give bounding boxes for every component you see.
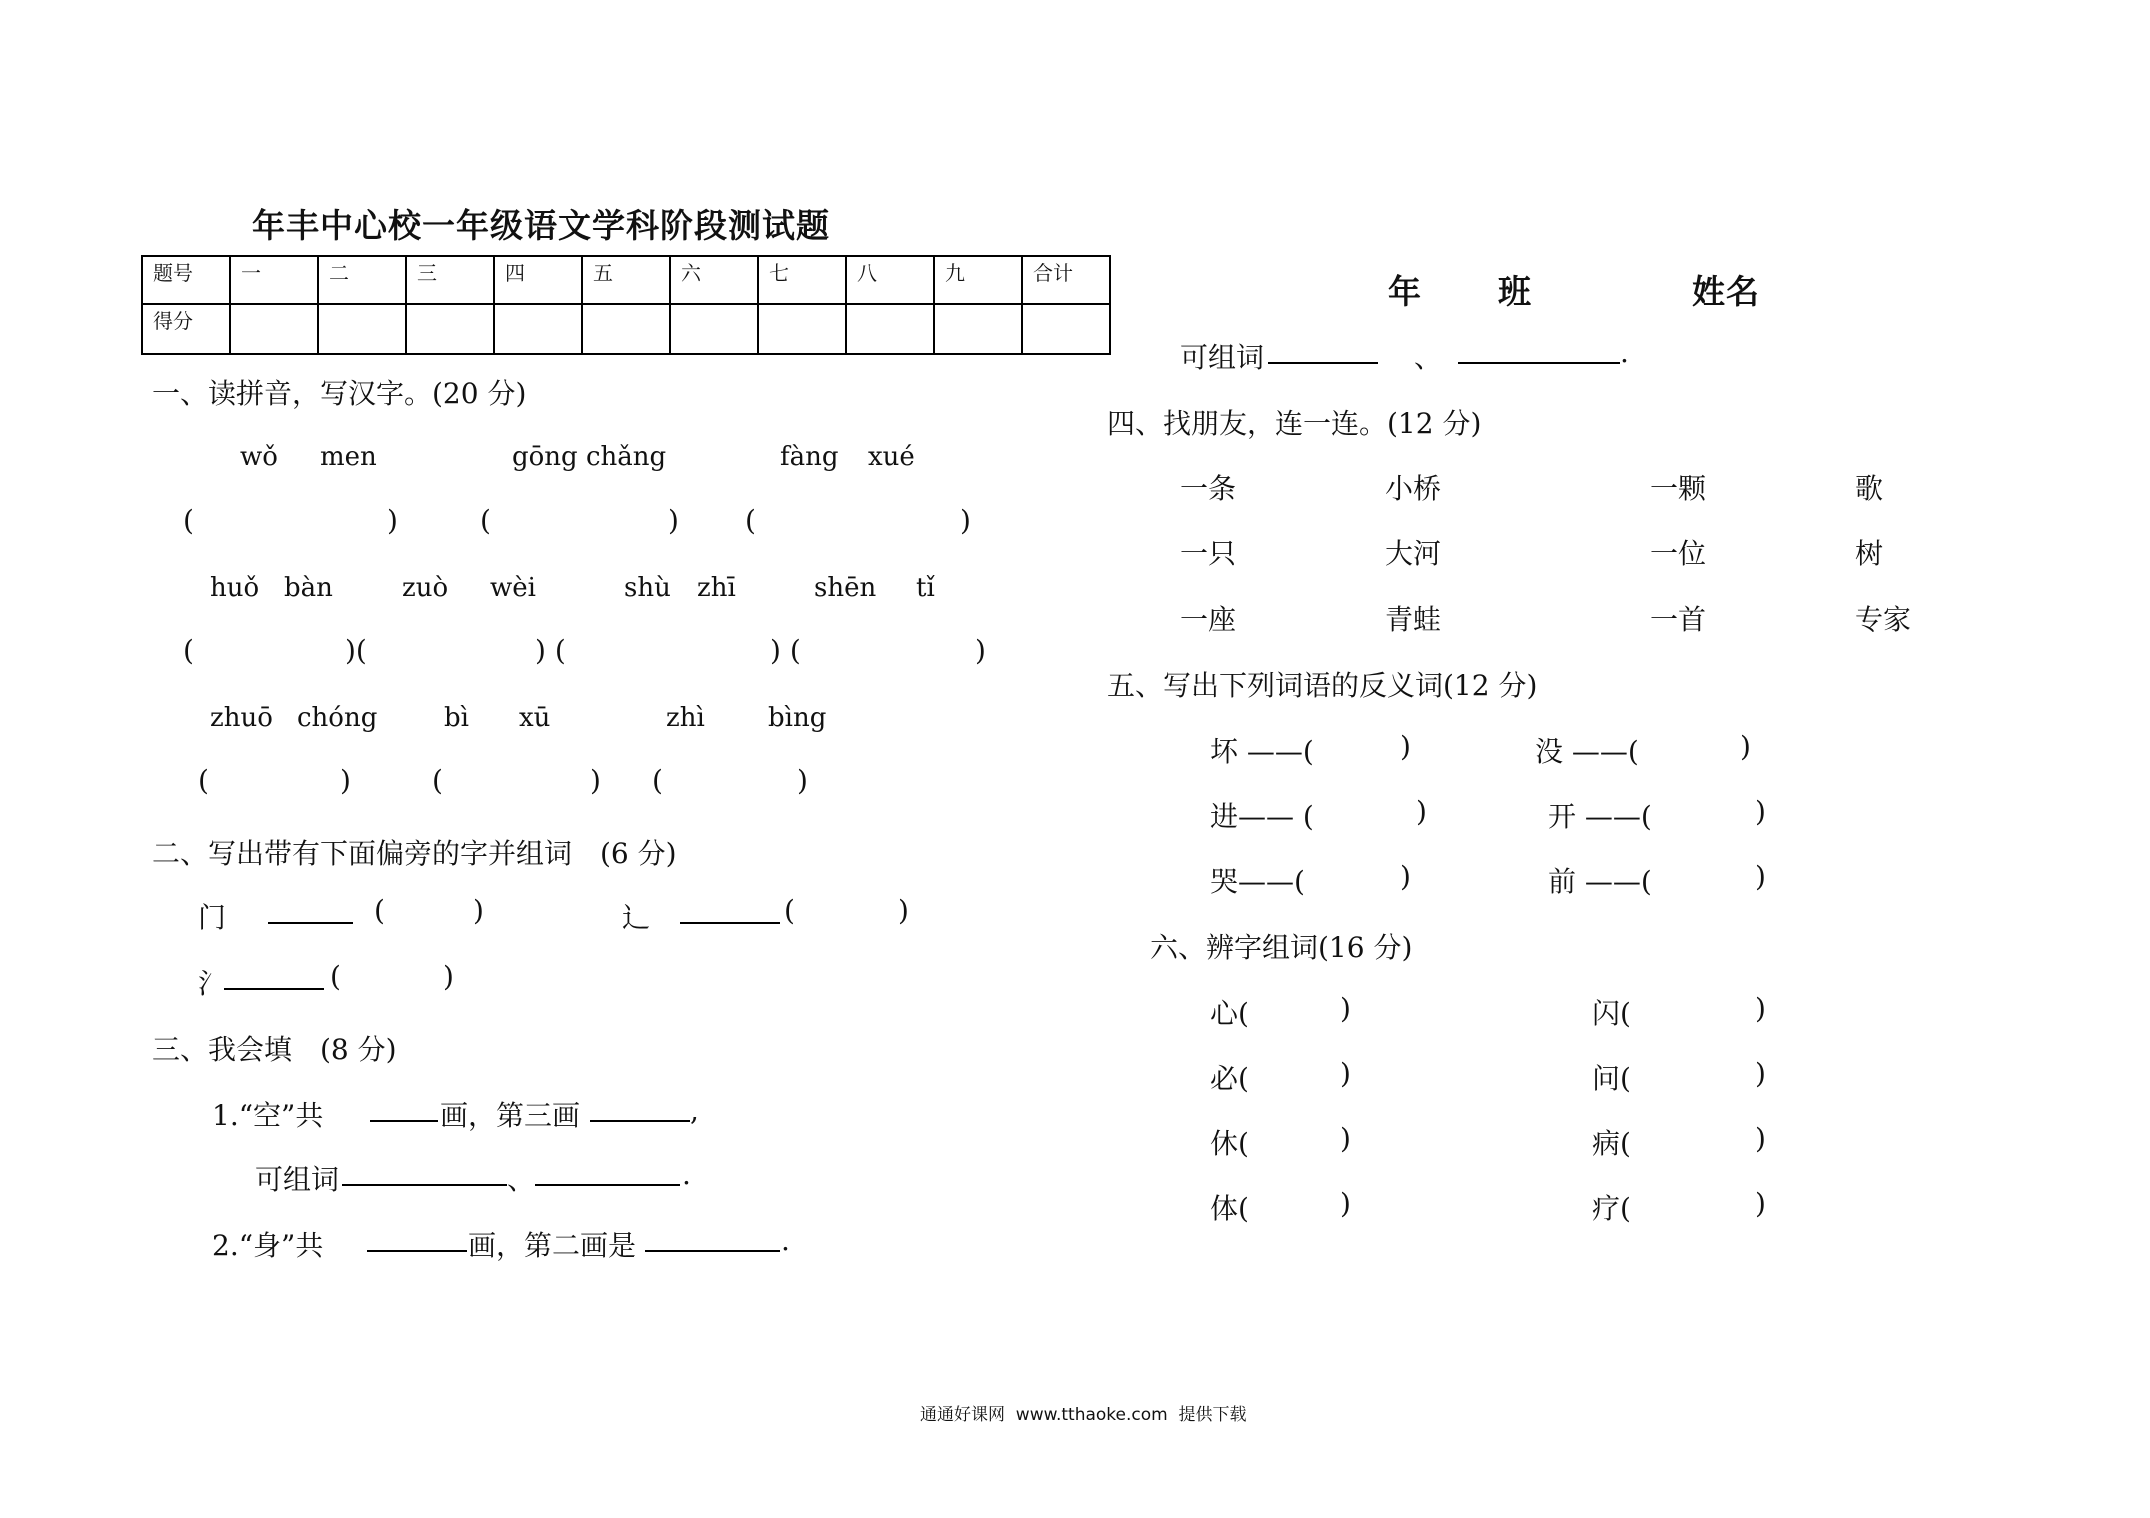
answer-blank[interactable]	[1340, 730, 1396, 766]
answer-blank[interactable]	[449, 766, 584, 802]
footer-text: 通通好课网 www.tthaoke.com 提供下载	[920, 1405, 1247, 1425]
pinyin: wǒ	[240, 442, 278, 472]
char-prompt: 疗(	[1592, 1192, 1631, 1225]
question-text: ,	[690, 1094, 699, 1127]
score-cell: 二	[318, 256, 406, 304]
match-word[interactable]: 大河	[1385, 537, 1442, 570]
pinyin: zhuō	[210, 703, 273, 733]
pinyin: wèi	[490, 573, 536, 603]
pinyin: bàn	[284, 573, 333, 603]
char-prompt: 闪(	[1592, 997, 1631, 1030]
answer-line[interactable]	[370, 1120, 438, 1122]
answer-line[interactable]	[680, 922, 780, 924]
answer-line[interactable]	[1458, 362, 1620, 364]
char-prompt: 休(	[1210, 1127, 1249, 1160]
char-prompt: 病(	[1592, 1127, 1631, 1160]
match-word[interactable]: 一位	[1650, 537, 1707, 570]
answer-blank[interactable]	[1655, 1057, 1751, 1093]
question-text: 画，第二画是	[468, 1229, 637, 1262]
section-4-title: 四、找朋友，连一连。(12 分)	[1107, 407, 1482, 440]
answer-blank[interactable]	[1340, 860, 1396, 896]
pinyin: zhī	[697, 573, 736, 603]
score-cell: 三	[406, 256, 494, 304]
char-prompt: 体(	[1210, 1192, 1249, 1225]
antonym-prompt: 没 ——(	[1535, 735, 1639, 768]
score-input-cell[interactable]	[758, 304, 846, 354]
score-input-cell[interactable]	[230, 304, 318, 354]
answer-blank[interactable]	[1356, 795, 1412, 831]
answer-blank[interactable]	[590, 636, 765, 672]
answer-blank[interactable]	[215, 766, 335, 802]
question-text: 、	[1414, 341, 1443, 374]
answer-blank[interactable]	[497, 505, 662, 541]
class-label: 班	[1498, 272, 1532, 311]
answer-line[interactable]	[645, 1250, 780, 1252]
antonym-prompt: 坏 ——(	[1210, 735, 1314, 768]
section-2-title: 二、写出带有下面偏旁的字并组词 (6 分)	[152, 837, 677, 870]
antonym-prompt: 前 ——(	[1548, 865, 1652, 898]
question-text: 1.“空”共	[212, 1099, 324, 1132]
section-6-title: 六、辨字组词(16 分)	[1150, 931, 1413, 964]
score-input-cell[interactable]	[1022, 304, 1110, 354]
pinyin: zuò	[402, 573, 449, 603]
match-word[interactable]: 专家	[1855, 603, 1912, 636]
score-input-cell[interactable]	[494, 304, 582, 354]
answer-blank[interactable]	[380, 636, 530, 672]
match-word[interactable]: 一条	[1180, 472, 1237, 505]
pinyin: fàng	[780, 442, 839, 472]
pinyin: zhì	[666, 703, 705, 733]
char-prompt: 必(	[1210, 1062, 1249, 1095]
answer-blank[interactable]	[1270, 1187, 1336, 1223]
answer-line[interactable]	[535, 1184, 680, 1186]
score-input-cell[interactable]	[670, 304, 758, 354]
char-prompt: 问(	[1592, 1062, 1631, 1095]
question-text: 2.“身”共	[212, 1229, 324, 1262]
answer-blank[interactable]	[1655, 1122, 1751, 1158]
score-cell: 七	[758, 256, 846, 304]
section-5-title: 五、写出下列词语的反义词(12 分)	[1107, 669, 1538, 702]
antonym-prompt: 开 ——(	[1548, 800, 1652, 833]
question-text: 可组词	[255, 1163, 340, 1196]
pinyin: bìng	[768, 703, 827, 733]
answer-blank[interactable]	[1685, 795, 1751, 831]
radical: 辶	[622, 901, 651, 934]
match-word[interactable]: 歌	[1855, 472, 1884, 505]
question-text: .	[682, 1158, 691, 1191]
section-3-title: 三、我会填 (8 分)	[152, 1033, 397, 1066]
page-title: 年丰中心校一年级语文学科阶段测试题	[252, 206, 830, 245]
answer-line[interactable]	[224, 988, 324, 990]
score-table-header-row	[142, 256, 1110, 304]
answer-blank[interactable]	[200, 505, 380, 541]
answer-line[interactable]	[590, 1120, 690, 1122]
score-input-cell[interactable]	[934, 304, 1022, 354]
question-text: .	[1620, 336, 1629, 369]
score-input-cell[interactable]	[406, 304, 494, 354]
score-table	[141, 255, 1111, 355]
score-cell: 八	[846, 256, 934, 304]
answer-blank[interactable]	[1670, 730, 1736, 766]
answer-blank[interactable]	[200, 636, 340, 672]
score-input-cell[interactable]	[318, 304, 406, 354]
answer-blank[interactable]	[1270, 1122, 1336, 1158]
question-text: 画，第三画	[440, 1099, 581, 1132]
radical: 门	[198, 901, 227, 934]
grade-label: 年	[1388, 272, 1422, 311]
char-prompt: 心(	[1210, 997, 1249, 1030]
radical: 氵	[198, 967, 227, 1000]
question-text: .	[781, 1224, 790, 1257]
match-word[interactable]: 一座	[1180, 603, 1237, 636]
score-cell: 九	[934, 256, 1022, 304]
answer-blank[interactable]	[1270, 992, 1336, 1028]
pinyin: shēn	[814, 573, 877, 603]
answer-line[interactable]	[367, 1250, 467, 1252]
pinyin: men	[320, 442, 377, 472]
score-table-score-row	[142, 304, 1110, 354]
score-cell: 五	[582, 256, 670, 304]
antonym-prompt: 哭——(	[1210, 865, 1305, 898]
match-word[interactable]: 小桥	[1385, 472, 1442, 505]
pinyin: xué	[868, 442, 915, 472]
pinyin: xū	[519, 703, 551, 733]
antonym-prompt: 进—— (	[1210, 800, 1314, 833]
score-cell: 四	[494, 256, 582, 304]
match-word[interactable]: 青蛙	[1385, 603, 1442, 636]
answer-blank[interactable]	[1655, 1187, 1751, 1223]
match-word[interactable]: 一首	[1650, 603, 1707, 636]
answer-blank[interactable]	[762, 505, 952, 541]
pinyin: shù	[624, 573, 671, 603]
match-word[interactable]: 一只	[1180, 537, 1237, 570]
score-cell: 一	[230, 256, 318, 304]
score-input-cell[interactable]	[582, 304, 670, 354]
answer-blank[interactable]	[669, 766, 791, 802]
question-text: 、	[507, 1163, 536, 1196]
name-label: 姓名	[1692, 272, 1760, 311]
score-cell: 合计	[1022, 256, 1110, 304]
answer-blank[interactable]	[1270, 1057, 1336, 1093]
pinyin: bì	[444, 703, 469, 733]
match-word[interactable]: 一颗	[1650, 472, 1707, 505]
pinyin: huǒ	[210, 573, 260, 603]
pinyin: tǐ	[916, 573, 935, 603]
score-cell: 六	[670, 256, 758, 304]
pinyin: gōng chǎng	[512, 442, 667, 472]
match-word[interactable]: 树	[1855, 537, 1884, 570]
pinyin: chóng	[297, 703, 378, 733]
answer-line[interactable]	[268, 922, 353, 924]
score-input-cell[interactable]	[846, 304, 934, 354]
answer-blank[interactable]	[1655, 992, 1751, 1028]
answer-line[interactable]	[1268, 362, 1378, 364]
section-1-title: 一、读拼音，写汉字。(20 分)	[152, 377, 527, 410]
question-text: 可组词	[1180, 341, 1265, 374]
answer-line[interactable]	[342, 1184, 507, 1186]
score-cell: 题号	[142, 256, 230, 304]
answer-blank[interactable]	[825, 636, 970, 672]
score-cell: 得分	[142, 304, 230, 354]
answer-blank[interactable]	[1685, 860, 1751, 896]
